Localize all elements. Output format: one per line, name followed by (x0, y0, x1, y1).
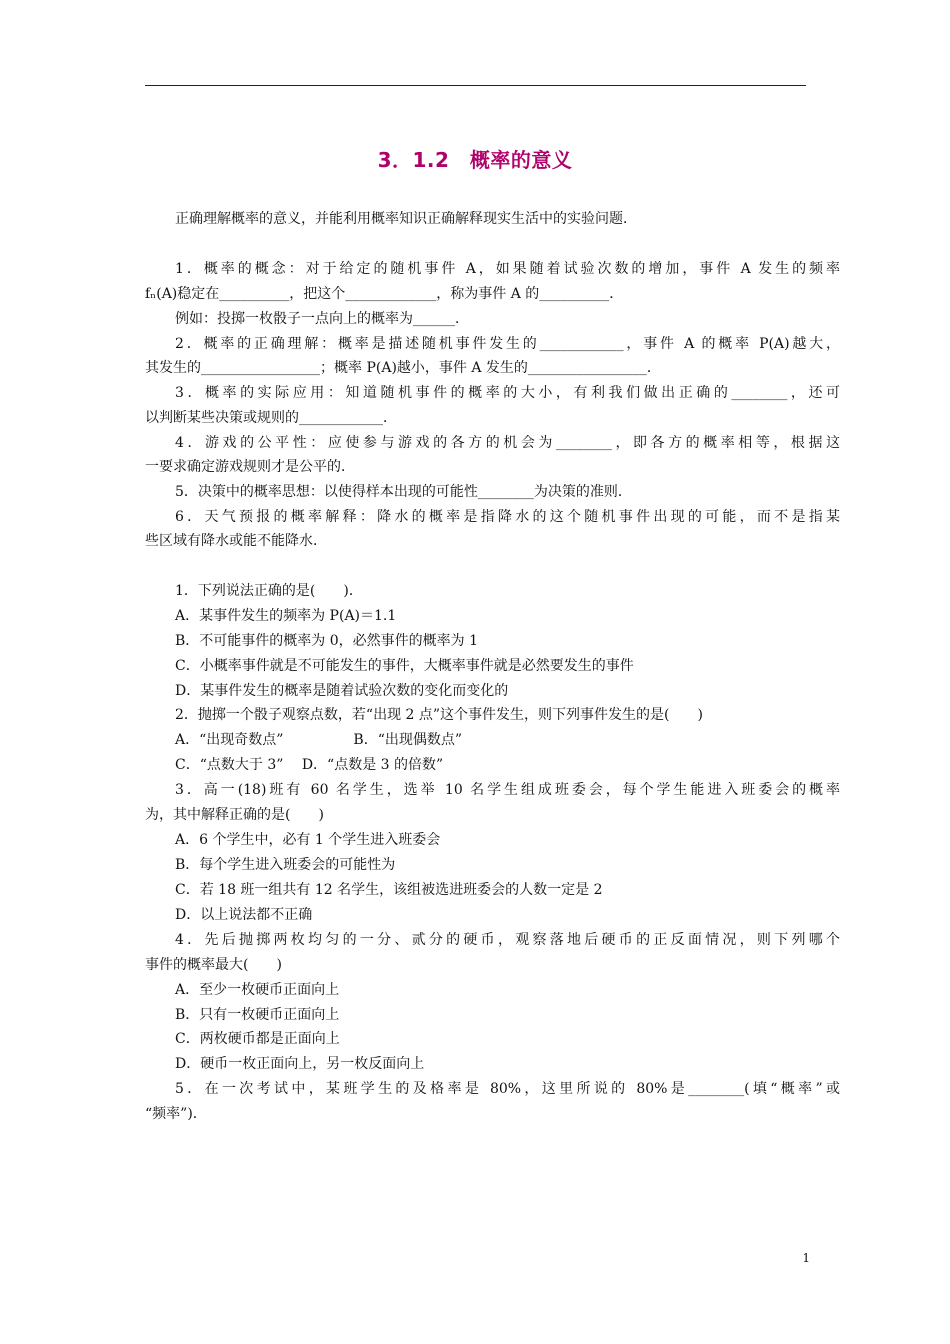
question-3-line-2: 为，其中解释正确的是( ) (145, 807, 324, 823)
q3-option-a: A．6 个学生中，必有 1 个学生进入班委会 (175, 832, 441, 848)
q2-options-cd: C．“点数大于 3” D．“点数是 3 的倍数” (175, 757, 444, 773)
q1-option-d: D．某事件发生的概率是随着试验次数的变化而变化的 (175, 683, 509, 699)
concept-line-2: fₙ(A)稳定在__________，把这个_____________，称为事件 A 的__________． (145, 286, 624, 302)
question-3-line-1: 3．高一(18)班有 60 名学生，选举 10 名学生组成班委会，每个学生能进入班委会的概率 (175, 782, 840, 798)
q4-option-a: A．至少一枚硬币正面向上 (175, 982, 340, 998)
question-4-line-1: 4．先后抛掷两枚均匀的一分、贰分的硬币，观察落地后硬币的正反面情况，则下列哪个 (175, 932, 840, 948)
example-line: 例如：投掷一枚骰子一点向上的概率为______． (175, 311, 469, 327)
question-5-line-2: “频率”)． (145, 1106, 207, 1122)
page-number: 1 (802, 1251, 810, 1265)
fairness-line-1: 4．游戏的公平性：应使参与游戏的各方的机会为________，即各方的概率相等，根据这 (175, 435, 840, 451)
q1-option-a: A．某事件发生的频率为 P(A)＝1.1 (175, 608, 397, 624)
application-line-1: 3．概率的实际应用：知道随机事件的概率的大小，有利我们做出正确的________，还可 (175, 385, 840, 401)
understanding-line-2: 其发生的_________________；概率 P(A)越小，事件 A 发生的_________________． (145, 360, 661, 376)
q1-option-b: B．不可能事件的概率为 0，必然事件的概率为 1 (175, 633, 479, 649)
concept-line-1: 1．概率的概念：对于给定的随机事件 A，如果随着试验次数的增加，事件 A 发生的频率 (175, 261, 840, 277)
q3-option-b: B．每个学生进入班委会的可能性为 (175, 857, 396, 873)
question-1: 1．下列说法正确的是( )． (175, 583, 363, 599)
q3-option-d: D．以上说法都不正确 (175, 907, 313, 923)
fairness-line-2: 一要求确定游戏规则才是公平的． (145, 459, 355, 475)
weather-line-1: 6．天气预报的概率解释：降水的概率是指降水的这个随机事件出现的可能，而不是指某 (175, 509, 840, 525)
q3-option-c: C．若 18 班一组共有 12 名学生，该组被选进班委会的人数一定是 2 (175, 882, 603, 898)
page-title: 3．1.2 概率的意义 (377, 148, 573, 172)
q2-options-ab: A．“出现奇数点” B．“出现偶数点” (175, 732, 463, 748)
decision-line: 5．决策中的概率思想：以使得样本出现的可能性________为决策的准则． (175, 484, 632, 500)
question-5-line-1: 5．在一次考试中，某班学生的及格率是 80%，这里所说的 80%是________(填“概率”或 (175, 1081, 840, 1097)
q4-option-d: D．硬币一枚正面向上，另一枚反面向上 (175, 1056, 425, 1072)
q1-option-c: C．小概率事件就是不可能发生的事件，大概率事件就是必然要发生的事件 (175, 658, 634, 674)
objective-text: 正确理解概率的意义，并能利用概率知识正确解释现实生活中的实验问题． (175, 211, 637, 227)
question-2: 2．抛掷一个骰子观察点数，若“出现 2 点”这个事件发生，则下列事件发生的是( ) (175, 707, 703, 723)
weather-line-2: 些区域有降水或能不能降水． (145, 533, 327, 549)
q4-option-c: C．两枚硬币都是正面向上 (175, 1031, 340, 1047)
application-line-2: 以判断某些决策或规则的____________． (145, 410, 397, 426)
understanding-line-1: 2．概率的正确理解：概率是描述随机事件发生的____________，事件 A 的概率 P(A)越大， (175, 336, 840, 352)
q4-option-b: B．只有一枚硬币正面向上 (175, 1007, 340, 1023)
header-rule (145, 85, 806, 86)
question-4-line-2: 事件的概率最大( ) (145, 957, 282, 973)
